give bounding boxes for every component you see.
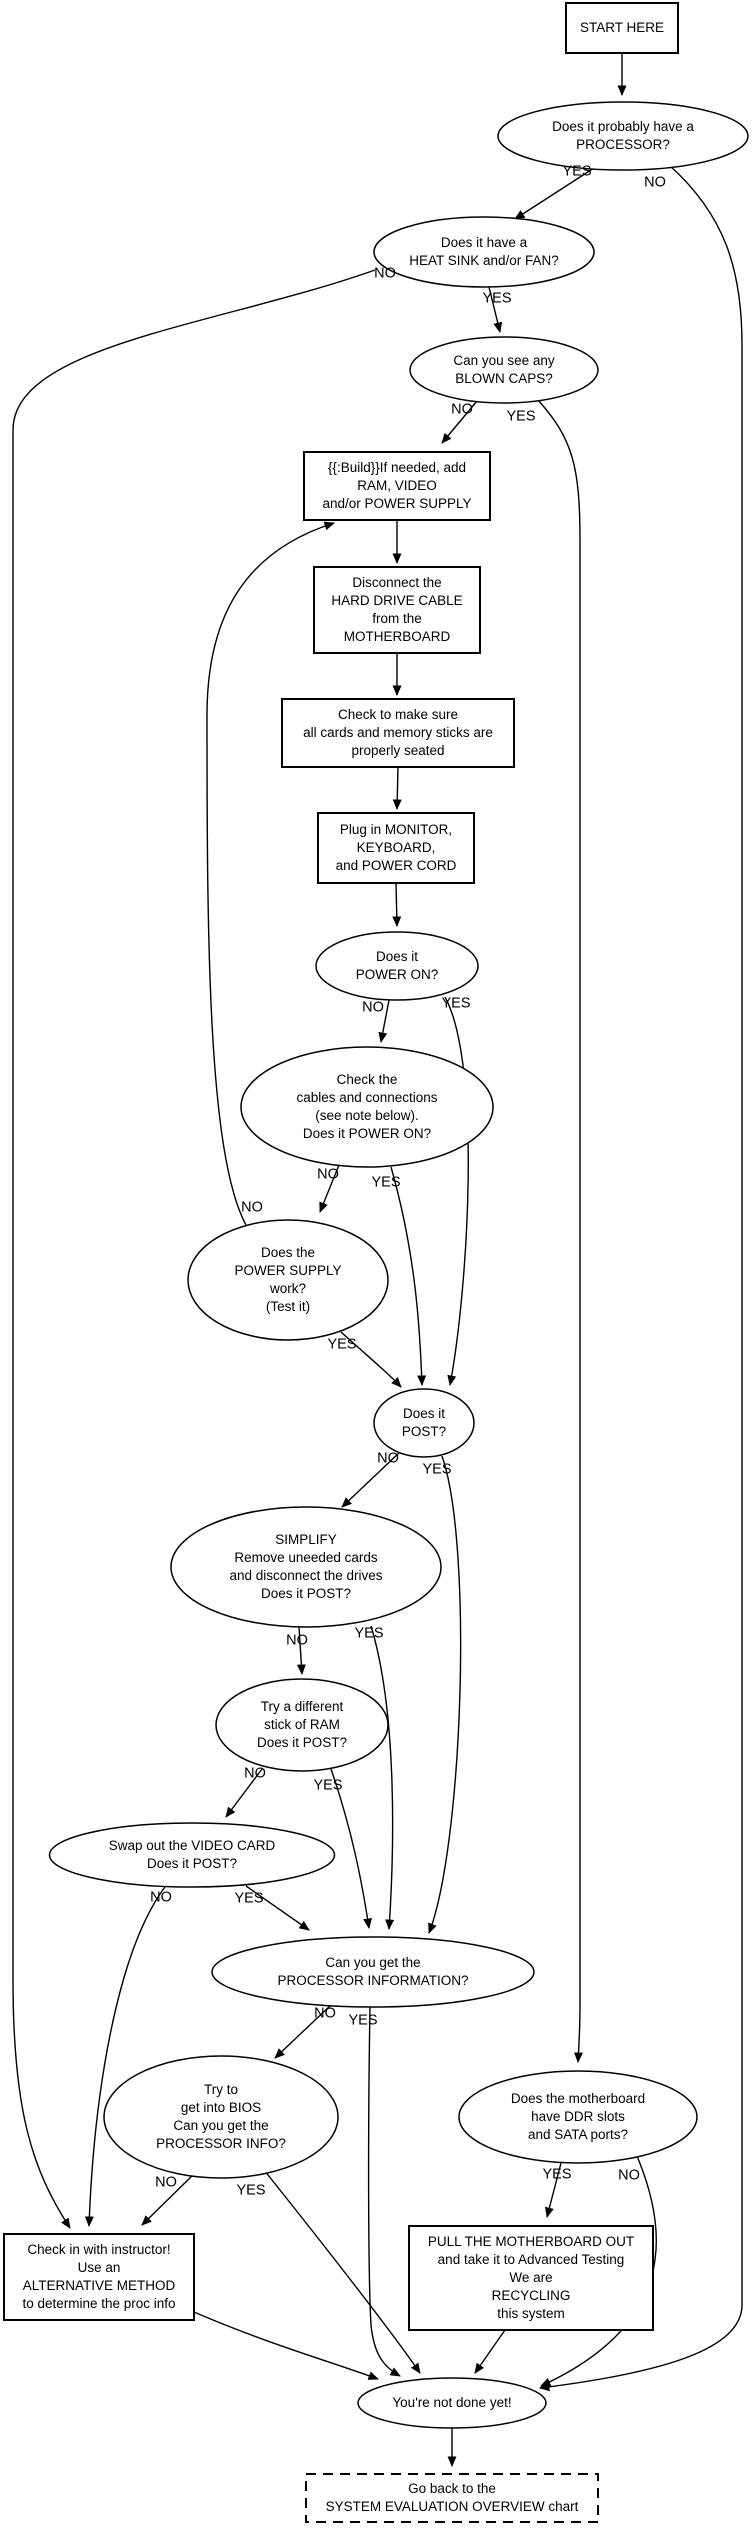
node-simplify-shape (171, 1507, 441, 1627)
edge-label-swapvideo-procinfo: YES (234, 1890, 264, 1907)
edge-label-simplify-ram: NO (286, 1632, 308, 1649)
edge-label-ram-swapvideo: NO (244, 1765, 266, 1782)
node-plugin-label: Plug in MONITOR, KEYBOARD, and POWER CORD (335, 822, 457, 873)
node-processor-shape (498, 102, 748, 170)
edge-blowncaps-to-build (442, 401, 477, 443)
node-seated-label: Check to make sure all cards and memory sticks are properly seated (303, 707, 493, 758)
node-ddr-shape (459, 2071, 697, 2163)
edge-pull-to-notdone (475, 2330, 505, 2373)
edge-plugin-to-poweron (396, 883, 397, 926)
node-plugin-shape (318, 813, 474, 883)
node-start-label: START HERE (579, 20, 665, 35)
edge-procinfo-to-bios (275, 2005, 331, 2058)
edge-instructor-to-notdone (194, 2312, 378, 2379)
edge-label-blowncaps-build: NO (451, 401, 473, 418)
node-psu-label: Does the POWER SUPPLY work? (Test it) (234, 1245, 342, 1314)
node-seated-shape (282, 699, 514, 767)
node-poweron-label: Does it POWER ON? (355, 949, 439, 982)
edge-psu-to-post (341, 1332, 401, 1387)
node-processor-label: Does it probably have a PROCESSOR? (552, 119, 694, 152)
edge-post-to-procinfo (429, 1456, 461, 1933)
edge-swapvideo-to-instructor (89, 1887, 165, 2226)
edge-label-ddr-notdone: NO (618, 2167, 640, 2184)
edge-simplify-to-procinfo (371, 1626, 393, 1929)
node-blowncaps-label: Can you see any BLOWN CAPS? (453, 353, 555, 386)
node-post-shape (374, 1389, 474, 1457)
edge-ram-to-swapvideo (226, 1769, 262, 1817)
edge-poweron-to-cables (381, 1000, 389, 1042)
node-build-label: {{:Build}}If needed, add RAM, VIDEO and/or POWER SUPPLY (322, 460, 472, 511)
node-bios-shape (104, 2056, 338, 2178)
edge-cables-to-psu (320, 1165, 339, 1212)
edge-label-simplify-procinfo: YES (354, 1625, 384, 1642)
node-cables-label: Check the cables and connections (see note below). Does it POWER ON? (296, 1072, 438, 1141)
node-poweron-shape (316, 932, 478, 1000)
edge-label-heatsink-instructor: NO (374, 265, 396, 282)
node-goback-label: Go back to the SYSTEM EVALUATION OVERVIEW chart (325, 2481, 579, 2514)
node-psu-shape (188, 1220, 388, 1340)
edge-label-bios-instructor: NO (155, 2174, 177, 2191)
edge-procinfo-to-notdone (369, 2007, 400, 2376)
edge-label-procinfo-bios: NO (314, 2005, 336, 2022)
edge-label-blowncaps-ddr: YES (506, 408, 536, 425)
edge-post-to-simplify (342, 1452, 400, 1507)
edge-ddr-to-pull (547, 2163, 561, 2217)
edge-simplify-to-ram (299, 1627, 302, 1674)
edge-label-ddr-pull: YES (542, 2166, 572, 2183)
edge-heatsink-to-blowncaps (489, 287, 500, 332)
edge-swapvideo-to-procinfo (246, 1886, 309, 1930)
node-disconnect-shape (314, 567, 480, 653)
edge-bios-to-notdone (264, 2170, 420, 2373)
node-ram-label: Try a different stick of RAM Does it POST? (256, 1699, 348, 1750)
edge-label-psu-build: NO (241, 1199, 263, 1216)
edge-processor-to-notdone (540, 165, 742, 2388)
edge-label-cables-post: YES (371, 1174, 401, 1191)
edge-blowncaps-to-ddr (538, 400, 580, 2062)
node-swapvideo-shape (50, 1823, 335, 1887)
node-notdone-label: You're not done yet! (392, 2395, 512, 2410)
edge-label-post-procinfo: YES (422, 1461, 452, 1478)
edge-label-poweron-post: YES (441, 995, 471, 1012)
node-heatsink-label: Does it have a HEAT SINK and/or FAN? (409, 235, 559, 268)
edge-label-ram-procinfo: YES (313, 1777, 343, 1794)
edge-label-procinfo-notdone: YES (348, 2012, 378, 2029)
node-instructor-label: Check in with instructor! Use an ALTERNATIVE METHOD to determine the proc info (22, 2242, 176, 2311)
node-pull-shape (409, 2226, 653, 2330)
edge-processor-to-heatsink (515, 168, 594, 219)
node-swapvideo-label: Swap out the VIDEO CARD Does it POST? (108, 1838, 276, 1871)
node-simplify-label: SIMPLIFY Remove uneeded cards and disconnect the drives Does it POST? (229, 1532, 383, 1601)
node-build-shape (304, 452, 490, 520)
edge-label-post-simplify: NO (377, 1450, 399, 1467)
node-ddr-label: Does the motherboard have DDR slots and SATA ports? (510, 2091, 646, 2142)
node-start-shape (566, 3, 678, 53)
node-procinfo-label: Can you get the PROCESSOR INFORMATION? (277, 1955, 469, 1988)
edge-label-heatsink-blowncaps: YES (482, 290, 512, 307)
node-procinfo-shape (212, 1937, 534, 2007)
edge-label-swapvideo-instructor: NO (150, 1889, 172, 1906)
node-instructor-shape (4, 2234, 194, 2320)
node-ram-shape (216, 1679, 388, 1771)
node-bios-label: Try to get into BIOS Can you get the PROCESSOR INFO? (156, 2082, 286, 2151)
node-heatsink-shape (374, 217, 594, 287)
node-disconnect-label: Disconnect the HARD DRIVE CABLE from the MOTHERBOARD (331, 575, 463, 644)
edge-label-poweron-cables: NO (362, 999, 384, 1016)
edge-cables-to-post (391, 1167, 422, 1385)
node-notdone-shape (358, 2378, 546, 2428)
node-goback-shape (306, 2474, 598, 2522)
node-post-label: Does it POST? (401, 1406, 447, 1439)
edge-bios-to-instructor (142, 2172, 196, 2225)
edge-label-bios-notdone: YES (236, 2182, 266, 2199)
edge-poweron-to-post (445, 997, 468, 1385)
edge-label-psu-post: YES (327, 1336, 357, 1353)
node-pull-label: PULL THE MOTHERBOARD OUT and take it to Advanced Testing We are RECYCLING this system (427, 2234, 635, 2321)
edge-label-cables-psu: NO (317, 1166, 339, 1183)
edge-label-processor-notdone: NO (644, 174, 666, 191)
node-cables-shape (241, 1047, 493, 1167)
node-blowncaps-shape (410, 337, 598, 403)
edge-ram-to-procinfo (331, 1769, 369, 1928)
edge-seated-to-plugin (397, 767, 398, 809)
edge-label-processor-heatsink: YES (562, 163, 592, 180)
